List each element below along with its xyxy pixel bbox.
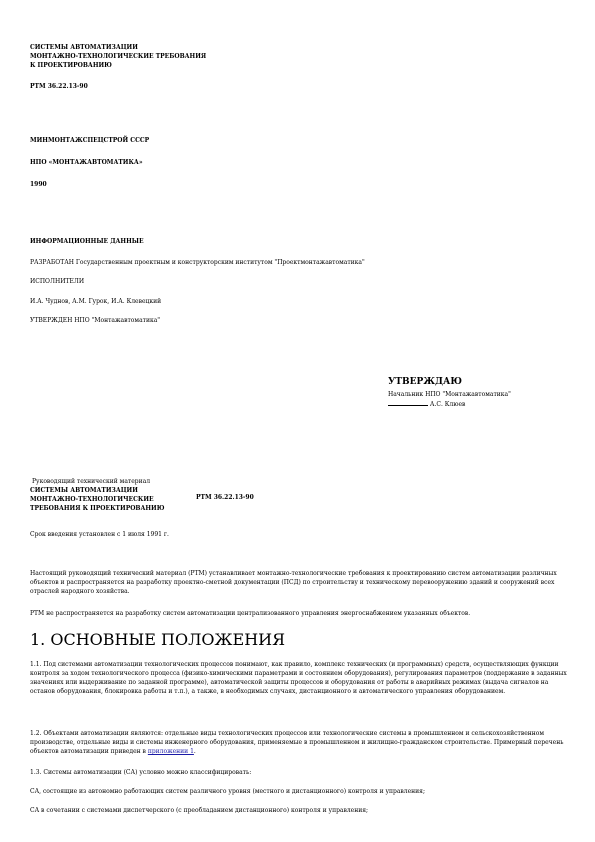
- doc-name-line: МОНТАЖНО-ТЕХНОЛОГИЧЕСКИЕ: [30, 496, 154, 503]
- paragraph-1-2: [30, 729, 570, 756]
- list-item-b: СА в сочетании с системами диспетчерского (с преобладанием дистанционного) контроля и управления;: [30, 807, 369, 814]
- info-approved: УТВЕРЖДЕН НПО "Монтажавтоматика": [30, 317, 161, 324]
- header-title-line: МОНТАЖНО-ТЕХНОЛОГИЧЕСКИЕ ТРЕБОВАНИЯ: [30, 53, 207, 60]
- paragraph-1-2-end: .: [193, 748, 196, 755]
- doc-name-line: ТРЕБОВАНИЯ К ПРОЕКТИРОВАНИЮ: [30, 505, 165, 512]
- header-code: РТМ 36.22.13-90: [30, 83, 88, 90]
- info-developed: РАЗРАБОТАН Государственным проектным и конструкторским институтом "Проектмонтажавтоматика": [30, 259, 365, 266]
- doc-name-line: СИСТЕМЫ АВТОМАТИЗАЦИИ: [30, 487, 138, 494]
- approval-signer: А.С. Клюев: [429, 401, 466, 408]
- header-title: [30, 43, 206, 70]
- ministry-name: МИНМОНТАЖСПЕЦСТРОЙ СССР: [30, 137, 150, 144]
- section-1-heading: 1. ОСНОВНЫЕ ПОЛОЖЕНИЯ: [30, 630, 286, 649]
- info-executors-label: ИСПОЛНИТЕЛИ: [30, 278, 85, 285]
- header-title-line: К ПРОЕКТИРОВАНИЮ: [30, 62, 112, 69]
- doc-code: РТМ 36.22.13-90: [196, 494, 254, 501]
- intro-paragraph-2: РТМ не распространяется на разработку систем автоматизации централизованного управления энергоснабжением указанных объектов.: [30, 610, 471, 617]
- signature-line: [388, 399, 428, 406]
- list-item-a: СА, состоящие из автономно работающих систем различного уровня (местного и дистанционного) контроля и управления;: [30, 788, 425, 795]
- doc-name: [30, 486, 164, 513]
- info-heading: ИНФОРМАЦИОННЫЕ ДАННЫЕ: [30, 238, 144, 245]
- paragraph-1-2-text: 1.2. Объектами автоматизации являются: отдельные виды технологических процессов или технологические системы в промышленном и сельскохозяйственном производстве, отдельные виды и системы инженерного оборудования, применяемые в промышленном и жилищно-гражданском строительстве. Примерный перечень объектов автоматизации приведен в: [30, 730, 564, 755]
- year: 1990: [30, 181, 47, 188]
- header-title-line: СИСТЕМЫ АВТОМАТИЗАЦИИ: [30, 44, 138, 51]
- doc-type: Руководящий технический материал: [32, 478, 151, 485]
- effective-date: Срок введения установлен с 1 июля 1991 г.: [30, 531, 169, 538]
- intro-paragraph-1: Настоящий руководящий технический материал (РТМ) устанавливает монтажно-технологические требования к проектированию систем автоматизации различных объектов и распространяется на разработку проектно-сметной документации (ПСД) по строительству и техническому перевооружению зданий и сооружений всех отраслей народного хозяйства.: [30, 570, 557, 595]
- npo-name: НПО «МОНТАЖАВТОМАТИКА»: [30, 159, 143, 166]
- info-executors: И.А. Чуднов, А.М. Гурок, И.А. Клевецкий: [30, 298, 162, 305]
- approval-title: УТВЕРЖДАЮ: [388, 377, 462, 387]
- appendix-1-link[interactable]: приложении 1: [147, 748, 194, 755]
- approval-signature: [388, 399, 465, 409]
- approval-position: Начальник НПО "Монтажавтоматика": [388, 391, 511, 398]
- paragraph-1-1: 1.1. Под системами автоматизации технологических процессов понимают, как правило, комплекс технических (и программных) средств, осуществляющих функции контроля за ходом технологического процесса (физико-химическими параметрами и состоянием оборудования), регулирования параметров (поддержание в заданных значениях или выдерживание по заданной программе), автоматической защиты процессов и оборудования от работы в аварийных режимах (выдача сигналов на останов оборудования, блокировка работы и т.п.), а также, в необходимых случаях, дистанционного и автоматического управления оборудованием.: [30, 661, 567, 695]
- paragraph-1-3: 1.3. Системы автоматизации (СА) условно можно классифицировать:: [30, 769, 252, 776]
